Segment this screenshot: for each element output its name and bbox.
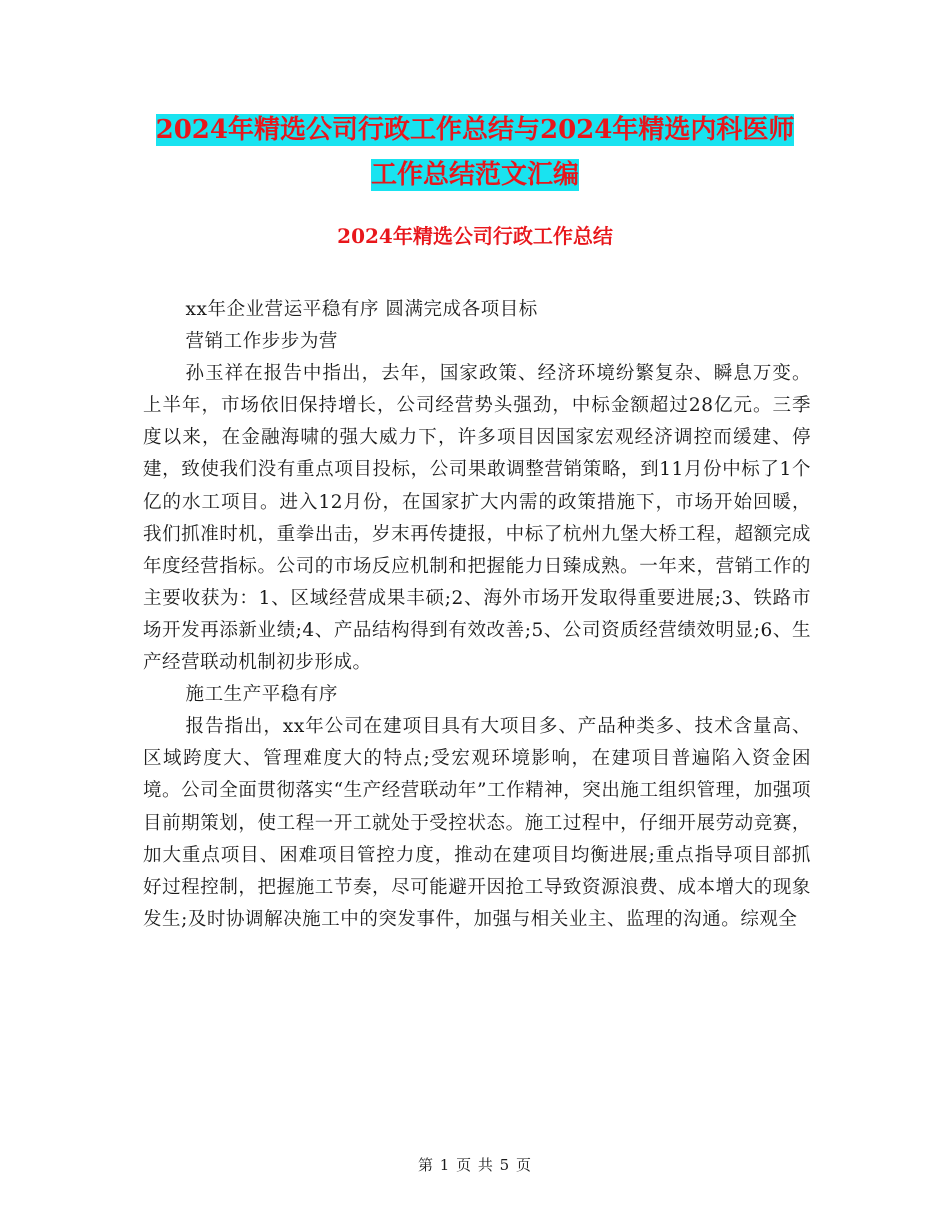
paragraph: 报告指出，xx年公司在建项目具有大项目多、产品种类多、技术含量高、区域跨度大、管理难度大的特点;受宏观环境影响，在建项目普遍陷入资金困境。公司全面贯彻落实“生产经营联动年”工作精神，突出施工组织管理，加强项目前期策划，使工程一开工就处于受控状态。施工过程中，仔细开展劳动竞赛，加大重点项目、困难项目管控力度，推动在建项目均衡进展;重点指导项目部抓好过程控制，把握施工节奏，尽可能避开因抢工导致资源浪费、成本增大的现象发生;及时协调解决施工中的突发事件，加强与相关业主、监理的沟通。综观全 bbox=[143, 716, 811, 930]
document-title-line-1: 2024年精选公司行政工作总结与2024年精选内科医师 bbox=[155, 115, 795, 145]
paragraph: 孙玉祥在报告中指出，去年，国家政策、经济环境纷繁复杂、瞬息万变。上半年，市场依旧保持增长，公司经营势头强劲，中标金额超过28亿元。三季度以来，在金融海啸的强大威力下，许多项目因国家宏观经济调控而缓建、停建，致使我们没有重点项目投标，公司果敢调整营销策略，到11月份中标了1个亿的水工项目。进入12月份，在国家扩大内需的政策措施下，市场开始回暖，我们抓准时机，重拳出击，岁末再传捷报，中标了杭州九堡大桥工程，超额完成年度经营指标。公司的市场反应机制和把握能力日臻成熟。一年来，营销工作的主要收获为：1、区域经营成果丰硕;2、海外市场开发取得重要进展;3、铁路市场开发再添新业绩;4、产品结构得到有效改善;5、公司资质经营绩效明显;6、生产经营联动机制初步形成。 bbox=[143, 363, 811, 674]
document-title-line-2: 工作总结范文汇编 bbox=[370, 160, 579, 190]
paragraph: 营销工作步步为营 bbox=[185, 331, 338, 353]
paragraph: xx年企业营运平稳有序 圆满完成各项目标 bbox=[185, 299, 538, 320]
section-title: 2024年精选公司行政工作总结 bbox=[337, 224, 613, 248]
paragraph: 施工生产平稳有序 bbox=[185, 684, 338, 706]
document-body bbox=[143, 294, 811, 936]
page-footer: 第 1 页 共 5 页 bbox=[418, 1156, 532, 1174]
